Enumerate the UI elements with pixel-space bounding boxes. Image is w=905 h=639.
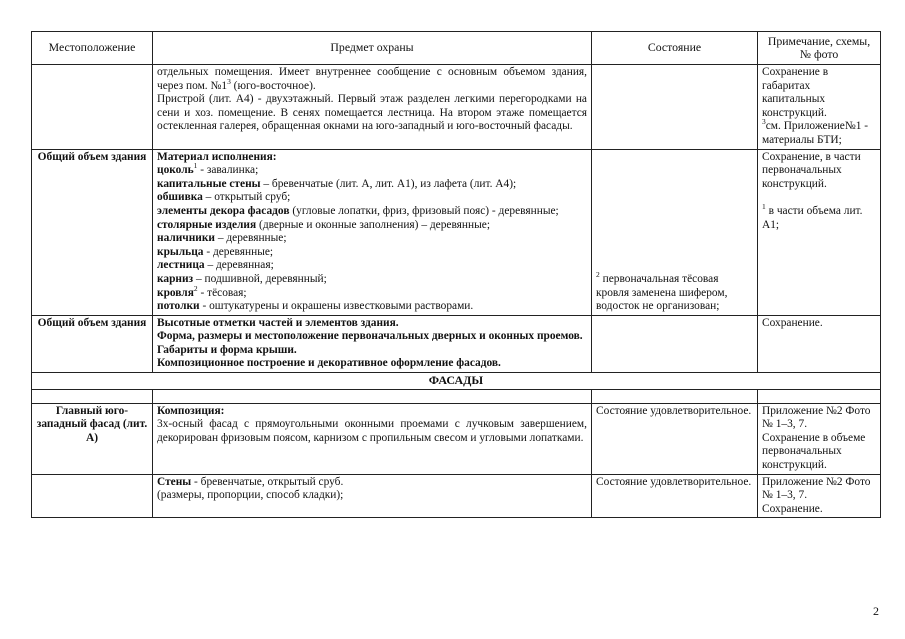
note-cell: Приложение №2 Фото № 1–3, 7. Сохранение в объеме первоначальных конструкций. bbox=[758, 403, 881, 474]
subject-cell bbox=[153, 149, 592, 315]
protection-subject-table bbox=[31, 31, 881, 518]
header-subject: Предмет охраны bbox=[153, 32, 592, 65]
materials-list bbox=[157, 161, 587, 314]
note-cell: Приложение №2 Фото № 1–3, 7. Сохранение. bbox=[758, 474, 881, 518]
subject-paragraph: Пристрой (лит. А4) - двухэтажный. Первый этаж разделен легкими перегородками на сени и хоз. помещение. В сенях помещается лестница. На втором этаже помещается остекленная галерея, обращенная окнами на юго-западный и юго-восточный фасады. bbox=[157, 93, 587, 133]
location-cell: Главный юго-западный фасад (лит. А) bbox=[32, 403, 153, 474]
header-condition: Состояние bbox=[592, 32, 758, 65]
condition-cell: $^2$ первоначальная тёсовая кровля заменена шифером, водосток не организован; bbox=[592, 149, 758, 315]
location-cell: Общий объем здания bbox=[32, 315, 153, 372]
location-cell bbox=[32, 65, 153, 150]
condition-cell bbox=[592, 315, 758, 372]
materials-heading: Материал исполнения: bbox=[157, 150, 277, 163]
header-note: Примечание, схемы, № фото bbox=[758, 32, 881, 65]
subject-cell: Стены - бревенчатые, открытый сруб. (размеры, пропорции, способ кладки); bbox=[153, 474, 592, 518]
table-row bbox=[32, 474, 881, 518]
location-cell bbox=[32, 474, 153, 518]
section-title: ФАСАДЫ bbox=[32, 373, 881, 390]
condition-cell: Состояние удовлетворительное. bbox=[592, 403, 758, 474]
page-number: 2 bbox=[873, 604, 879, 618]
note-cell: Сохранение, в части первоначальных конструкций. $^1$ в части объема лит. А1; bbox=[758, 149, 881, 315]
table-row bbox=[32, 65, 881, 150]
material-item: наличники – деревянные; bbox=[157, 232, 287, 245]
table-row bbox=[32, 315, 881, 372]
material-item: капитальные стены – бревенчатые (лит. А, лит. А1), из лафета (лит. А4); bbox=[157, 177, 517, 190]
note-cell: Сохранение в габаритах капитальных конструкций. $^3$см. Приложение№1 - материалы БТИ; bbox=[758, 65, 881, 150]
table-row bbox=[32, 149, 881, 315]
subject-cell: Композиция: 3х-осный фасад с прямоугольными оконными проемами с лучковым завершением, декорирован фризовым поясом, карнизом с пропильным свесом и угловыми лопатками. bbox=[153, 403, 592, 474]
material-item: потолки - оштукатурены и окрашены известковыми растворами. bbox=[157, 300, 474, 313]
table-row bbox=[32, 403, 881, 474]
material-item: цоколь$^1$ - завалинка; bbox=[157, 161, 259, 177]
material-item: карниз – подшивной, деревянный; bbox=[157, 272, 327, 285]
condition-cell bbox=[592, 65, 758, 150]
subject-cell bbox=[153, 65, 592, 150]
header-location: Местоположение bbox=[32, 32, 153, 65]
condition-cell: Состояние удовлетворительное. bbox=[592, 474, 758, 518]
material-item: кровля$^2$ - тёсовая; bbox=[157, 283, 247, 299]
location-cell: Общий объем здания bbox=[32, 149, 153, 315]
subject-paragraph: отдельных помещения. Имеет внутреннее сообщение с основным объемом здания, через пом. $№1^3$ (юго-восточное). bbox=[157, 66, 587, 92]
material-item: элементы декора фасадов (угловые лопатки, фриз, фризовый пояс) - деревянные; bbox=[157, 204, 559, 217]
note-cell: Сохранение. bbox=[758, 315, 881, 372]
section-row bbox=[32, 373, 881, 390]
header-row bbox=[32, 32, 881, 65]
spacer-row bbox=[32, 389, 881, 403]
material-item: обшивка – открытый сруб; bbox=[157, 191, 291, 204]
subject-cell: Высотные отметки частей и элементов здания. Форма, размеры и местоположение первоначальных дверных и оконных проемов. Габариты и форма крыши. Композиционное построение и декоративное оформление фасадов. bbox=[153, 315, 592, 372]
material-item: столярные изделия (дверные и оконные заполнения) – деревянные; bbox=[157, 218, 490, 231]
material-item: лестница – деревянная; bbox=[157, 259, 274, 272]
material-item: крыльца - деревянные; bbox=[157, 245, 274, 258]
